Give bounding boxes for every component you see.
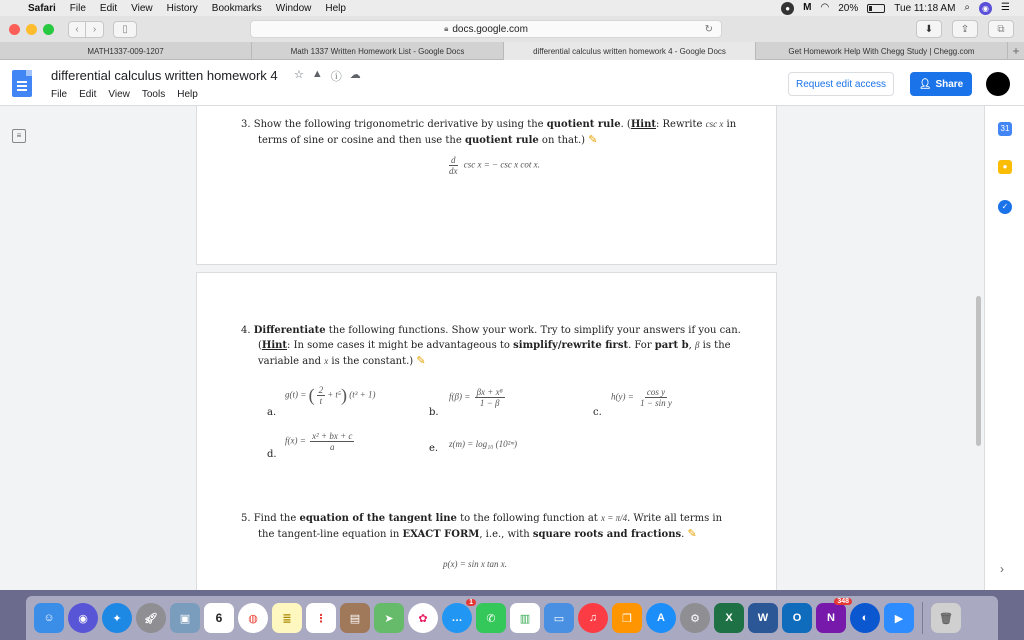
q4a-rest: (t³ + 1): [349, 389, 376, 400]
q5-text: .: [681, 529, 685, 540]
document-page-1: [196, 106, 777, 265]
window-controls: [9, 24, 54, 35]
menu-history[interactable]: History: [166, 2, 198, 14]
q5-text: , i.e., with: [479, 529, 533, 540]
q4-number: 4.: [241, 325, 251, 336]
keep-addon-icon[interactable]: ●: [998, 160, 1012, 174]
q4-math: β: [695, 340, 700, 350]
q3-bold: quotient rule: [546, 119, 621, 130]
docs-header: [0, 60, 1024, 106]
chevron-right-icon: ›: [92, 23, 97, 35]
q3-number: 3.: [241, 119, 251, 130]
onenote-icon[interactable]: [816, 598, 849, 633]
q4-text: the following functions. Show your work. Try to simplify your answers if you can.: [325, 325, 741, 336]
photos-icon[interactable]: ✿: [408, 603, 438, 633]
spotlight-search-icon[interactable]: ⌕: [964, 2, 971, 13]
q3-text: on that.): [538, 135, 586, 146]
docs-menu-help[interactable]: Help: [177, 89, 198, 100]
minimize-window-icon[interactable]: [26, 24, 37, 35]
notes-icon[interactable]: ≣: [272, 603, 302, 633]
keynote-icon[interactable]: ▭: [544, 603, 574, 633]
finder-icon[interactable]: ☺: [34, 603, 64, 633]
zoom-status-icon[interactable]: ●: [781, 2, 794, 15]
siri-icon[interactable]: ◉: [979, 2, 992, 15]
account-avatar[interactable]: [986, 72, 1010, 96]
request-edit-access-button[interactable]: Request edit access: [788, 72, 894, 96]
q3-text: in: [723, 119, 737, 130]
tab-bar: [0, 42, 1024, 60]
safari-toolbar: [0, 16, 1024, 42]
q4-text: is the constant.): [328, 356, 414, 367]
share-button-label: Share: [935, 78, 964, 90]
reload-icon[interactable]: ↻: [704, 23, 713, 35]
q4d-lhs: f(x) =: [285, 435, 306, 446]
google-docs-logo-icon[interactable]: [12, 70, 32, 97]
q4a-label: a.: [267, 407, 277, 418]
pencil-icon: ✎: [416, 354, 426, 367]
q4-text: is the: [699, 340, 731, 351]
trash-icon[interactable]: 🗑︎: [931, 603, 961, 633]
q4-text: : In some cases it might be advantageous to: [287, 340, 514, 351]
person-icon: 👤︎: [918, 78, 932, 90]
question-4: [241, 323, 771, 369]
chevron-right-icon[interactable]: ›: [1000, 562, 1004, 576]
facetime-icon[interactable]: ✆: [476, 603, 506, 633]
q4-bold: simplify/rewrite first: [513, 340, 629, 351]
q5-bold: square roots and fractions: [532, 529, 682, 540]
q4-text: variable and: [258, 356, 325, 367]
chrome-icon[interactable]: ◍: [238, 603, 268, 633]
q3-text: . (: [620, 119, 631, 130]
url-text: docs.google.com: [452, 23, 528, 35]
reminders-icon[interactable]: ⋮: [306, 603, 336, 633]
q4a-den: t: [319, 396, 323, 406]
q4a-mid: + t⁵: [327, 389, 342, 400]
q4c-label: c.: [593, 407, 602, 418]
preview-icon[interactable]: ▣: [170, 603, 200, 633]
q5-math: x = π/4: [601, 513, 628, 523]
question-5: [241, 511, 771, 542]
q4-bold: part b: [654, 340, 689, 351]
q4d-den: a: [329, 442, 335, 452]
music-icon[interactable]: ♫: [578, 603, 608, 633]
zoom-icon[interactable]: ▶: [884, 603, 914, 633]
q4b-equation: [449, 387, 507, 408]
q5-text: to the following function at: [456, 513, 601, 524]
battery-icon[interactable]: [867, 4, 885, 13]
cloud-status-icon[interactable]: ☁: [349, 69, 361, 81]
q3-math: csc x: [705, 119, 724, 129]
star-icon[interactable]: ☆: [294, 69, 304, 81]
notification-center-icon[interactable]: ☰: [1001, 2, 1010, 13]
calendar-day: 6: [215, 611, 223, 625]
document-title[interactable]: differential calculus written homework 4: [51, 68, 278, 83]
q4d-num: x² + bx + c: [312, 431, 353, 441]
docs-menu-edit[interactable]: Edit: [79, 89, 97, 100]
lock-icon: 🔒︎: [444, 24, 449, 33]
calendar-addon-icon[interactable]: 31: [998, 122, 1012, 136]
contacts-icon[interactable]: ▤: [340, 603, 370, 633]
q4-text: . For: [628, 340, 655, 351]
docs-menu-tools[interactable]: Tools: [141, 89, 166, 100]
document-page-2: [196, 272, 777, 590]
macos-menu-bar: [0, 0, 1024, 16]
address-bar[interactable]: [250, 20, 722, 38]
siri-dock-icon[interactable]: ◉: [68, 603, 98, 633]
q5-bold: equation of the tangent line: [299, 513, 457, 524]
q3-hint: Hint: [630, 119, 656, 130]
tab-overview-button[interactable]: [988, 20, 1014, 38]
q4e-equation: z(m) = log₁₀ (10²ᵐ): [449, 439, 518, 449]
messages-badge: 1: [466, 599, 476, 606]
q3-bold: quotient rule: [464, 135, 539, 146]
q4c-den: 1 − sin y: [640, 398, 672, 408]
q4c-equation: [611, 387, 676, 408]
chevron-left-icon: ‹: [75, 23, 79, 35]
onenote-letter: N: [827, 612, 835, 624]
q5-equation: p(x) = sin x tan x.: [443, 559, 508, 569]
menu-view[interactable]: View: [131, 2, 153, 14]
download-icon: ⬇: [924, 23, 934, 35]
dock-separator: [922, 602, 923, 634]
onenote-badge: 348: [834, 598, 852, 605]
q4c-lhs: h(y) =: [611, 391, 634, 402]
q4d-label: d.: [267, 449, 277, 460]
info-icon[interactable]: ⓘ: [330, 71, 342, 83]
maps-icon[interactable]: ➤: [374, 603, 404, 633]
q4b-lhs: f(β) =: [449, 391, 471, 402]
q5-text: . Write all terms in: [627, 513, 723, 524]
safari-icon[interactable]: ✦: [102, 603, 132, 633]
tab-homework-4[interactable]: differential calculus written homework 4 - Google Docs: [504, 42, 756, 60]
q3-eq-num: d: [451, 155, 456, 165]
document-outline-icon[interactable]: ≡: [12, 129, 26, 143]
question-3: [241, 117, 761, 148]
sidebar-icon: ▯: [122, 23, 128, 35]
q5-bold: EXACT FORM: [402, 529, 480, 540]
menu-help[interactable]: Help: [325, 2, 346, 14]
excel-icon[interactable]: X: [714, 603, 744, 633]
q4a-lhs: g(t) =: [285, 389, 307, 400]
q4-text: (: [258, 340, 262, 351]
tab-math1337-course[interactable]: MATH1337-009-1207: [0, 42, 252, 60]
q3-equation: [445, 155, 540, 176]
forward-button[interactable]: [86, 21, 104, 38]
vertical-scrollbar[interactable]: [976, 296, 981, 446]
q3-text: : Rewrite: [655, 119, 706, 130]
q4a-num: 2: [318, 385, 324, 395]
menu-bookmarks[interactable]: Bookmarks: [211, 2, 262, 14]
q4e-label: e.: [429, 443, 439, 454]
word-icon[interactable]: W: [748, 603, 778, 633]
menu-file[interactable]: File: [69, 2, 86, 14]
q4-bold: Differentiate: [253, 325, 326, 336]
q3-eq-den: dx: [449, 166, 458, 176]
q5-text: Find the: [253, 513, 300, 524]
pencil-icon: ✎: [588, 133, 598, 146]
tab-homework-list[interactable]: Math 1337 Written Homework List - Google Docs: [252, 42, 504, 60]
toolbar-right-buttons: [916, 20, 1014, 38]
q4-text: ,: [688, 340, 695, 351]
q5-text: the tangent-line equation in: [258, 529, 403, 540]
books-icon[interactable]: ❒: [612, 603, 642, 633]
q5-number: 5.: [241, 513, 251, 524]
new-tab-button[interactable]: [1008, 42, 1024, 59]
share-button[interactable]: [910, 72, 972, 96]
menu-app-name[interactable]: Safari: [28, 2, 56, 14]
tab-chegg[interactable]: Get Homework Help With Chegg Study | Chegg.com: [756, 42, 1008, 60]
q4d-equation: [285, 431, 356, 452]
q4-math: x: [324, 356, 329, 366]
q4b-den: 1 − β: [479, 398, 500, 408]
sidebar-toggle-button[interactable]: [113, 21, 137, 38]
plus-icon: +: [1012, 43, 1020, 58]
system-preferences-icon[interactable]: ⚙: [680, 603, 710, 633]
menu-edit[interactable]: Edit: [99, 2, 118, 14]
q4c-num: cos y: [646, 387, 666, 397]
share-sheet-icon: ⇪: [960, 23, 970, 35]
edge-icon[interactable]: ◐: [850, 603, 880, 633]
calendar-icon[interactable]: [204, 603, 234, 633]
drive-folder-icon[interactable]: ▲: [311, 68, 323, 80]
battery-percent: 20%: [838, 2, 859, 14]
outlook-icon[interactable]: O: [782, 603, 812, 633]
downloads-button[interactable]: [916, 20, 942, 38]
title-actions: [294, 68, 361, 84]
q3-text: terms of sine or cosine and then use the: [258, 135, 465, 146]
q4a-equation: g(t) = ( $\frac{2}{t}$ + t⁵) (t³ + 1): [285, 385, 376, 406]
q3-text: Show the following trigonometric derivative by using the: [253, 119, 547, 130]
back-forward-group: [68, 21, 104, 38]
gmail-status-icon[interactable]: M: [803, 2, 812, 13]
q3-eq-rest: csc x = − csc x cot x.: [463, 159, 540, 170]
docs-menu-view[interactable]: View: [108, 89, 130, 100]
pencil-icon: ✎: [687, 527, 697, 540]
numbers-icon[interactable]: ▥: [510, 603, 540, 633]
docs-menu-file[interactable]: File: [51, 89, 68, 100]
q4b-num: βx + x⁸: [476, 387, 503, 397]
wifi-icon[interactable]: ◠: [820, 2, 830, 13]
q4b-label: b.: [429, 407, 439, 418]
back-button[interactable]: [68, 21, 86, 38]
messages-icon[interactable]: … 1: [442, 603, 472, 633]
tab-overview-icon: ⧉: [997, 23, 1005, 35]
tasks-addon-icon[interactable]: ✓: [998, 200, 1012, 214]
macos-dock: [26, 596, 998, 640]
menu-clock[interactable]: Tue 11:18 AM: [894, 2, 956, 14]
app-store-icon[interactable]: A: [646, 603, 676, 633]
side-panel-rail: [984, 106, 1024, 590]
share-sheet-button[interactable]: [952, 20, 978, 38]
launchpad-icon[interactable]: 🚀︎: [136, 603, 166, 633]
close-window-icon[interactable]: [9, 24, 20, 35]
menu-window[interactable]: Window: [275, 2, 312, 14]
q4-hint: Hint: [261, 340, 288, 351]
fullscreen-window-icon[interactable]: [43, 24, 54, 35]
docs-menu-bar: [51, 89, 198, 100]
document-canvas: [0, 106, 1024, 590]
